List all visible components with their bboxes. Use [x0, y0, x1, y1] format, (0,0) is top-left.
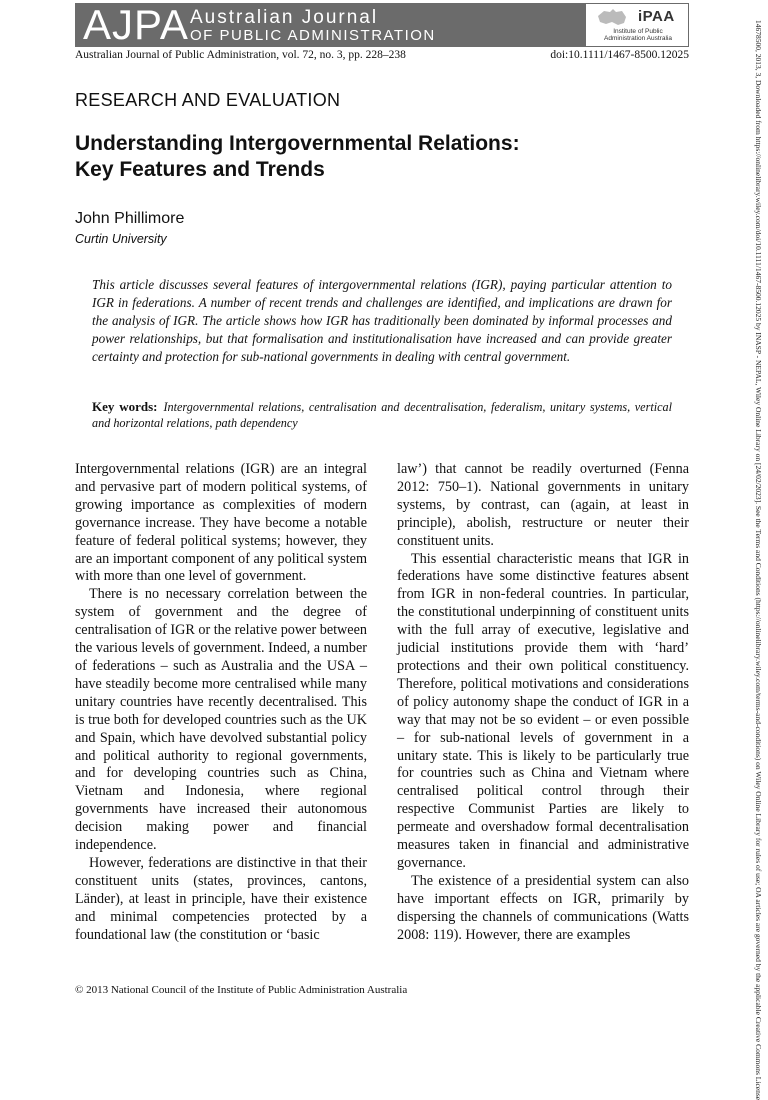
- journal-name: Australian Journal: [190, 7, 379, 28]
- paragraph: There is no necessary correlation between the system of government and the degree of centralisation of IGR or the relative power between the various levels of government. Indeed, a number of federations – such as Australia and the USA – have steadily become more centralised while many unitary countries have recently decentralised. This is true both for developed countries such as the UK and Spain, which have devolved substantial policy and political authority to regional governments, and for developing countries such as China, Vietnam and Indonesia, where regional governments have increased their autonomous decision making power and financial independence.: [75, 586, 367, 854]
- body-column-right: [397, 461, 689, 944]
- author-affiliation: Curtin University: [75, 232, 167, 246]
- title-line-2: Key Features and Trends: [75, 158, 325, 181]
- journal-banner: [75, 3, 689, 47]
- ipaa-logo: iPAA: [638, 8, 675, 25]
- ipaa-logo-box: [585, 3, 689, 47]
- article-title: [75, 131, 675, 183]
- author-name: John Phillimore: [75, 210, 185, 227]
- body-column-left: [75, 461, 367, 944]
- paragraph: Intergovernmental relations (IGR) are an integral and pervasive part of modern political systems, of growing importance as complexities of modern governance increase. They have become a notable feature of federal political systems; however, they are an important component of any political system with more than one level of government.: [75, 461, 367, 585]
- keywords: [92, 399, 672, 431]
- ipaa-name: Institute of Public Administration Australia: [604, 28, 672, 42]
- journal-subtitle: OF PUBLIC ADMINISTRATION: [190, 27, 436, 44]
- abstract: This article discusses several features of intergovernmental relations (IGR), paying particular attention to IGR in federations. A number of recent trends and challenges are identified, and implications are drawn for the analysis of IGR. The article shows how IGR has traditionally been dominated by informal processes and power relationships, but that formalisation and institutionalisation have increased and can provide greater certainty and protection for sub-national governments in dealing with central government.: [92, 277, 672, 364]
- keywords-label: Key words:: [92, 399, 158, 414]
- australia-map-icon: [594, 8, 630, 28]
- citation-reference: Australian Journal of Public Administration, vol. 72, no. 3, pp. 228–238: [75, 49, 406, 61]
- doi: doi:10.1111/1467-8500.12025: [550, 49, 689, 61]
- keywords-list: Intergovernmental relations, centralisation and decentralisation, federalism, unitary systems, vertical and horizontal relations, path dependency: [92, 400, 672, 430]
- paragraph: However, federations are distinctive in that their constituent units (states, provinces, cantons, Länder), at least in principle, have their existence and minimal competencies protected by a foundational law (the constitution or ‘basic: [75, 854, 367, 943]
- paragraph: The existence of a presidential system can also have important effects on IGR, primarily by dispersing the channels of communications (Watts 2008: 119). However, there are examples: [397, 872, 689, 943]
- copyright-footer: © 2013 National Council of the Institute of Public Administration Australia: [75, 984, 408, 996]
- paragraph: This essential characteristic means that IGR in federations have some distinctive features absent from IGR in non-federal countries. In particular, the constitutional underpinning of constituent units with the full array of executive, legislative and judicial institutions provide them with ‘hard’ protections and their own political constituency. Therefore, political motivations and considerations of policy autonomy shape the conduct of IGR in a way that may not be so evident – or even possible – for sub-national levels of government in a unitary state. This is likely to be particularly true for countries such as China and Vietnam where centralised political control through their respective Communist Parties are likely to permeate and overshadow formal decentralisation measures taken in financial and administrative governance.: [397, 550, 689, 871]
- section-heading: RESEARCH AND EVALUATION: [75, 90, 341, 110]
- title-line-1: Understanding Intergovernmental Relations:: [75, 132, 520, 155]
- journal-logo: AJPA: [83, 1, 189, 48]
- download-notice: 14678500, 2013, 3, Downloaded from https://onlinelibrary.wiley.com/doi/10.1111/1467-8500.12025 by INASP - NEPAL, Wiley Online Library on [24/02/2023]. See the Terms and Conditions (https://onlinelibrary.wiley.com/terms-and-conditions) on Wiley Online Library for rules of use; OA articles are governed by the applicable Creative Commons License: [754, 20, 763, 1100]
- download-side-note: [753, 20, 765, 1100]
- paragraph: law’) that cannot be readily overturned (Fenna 2012: 750–1). National governments in unitary systems, by contrast, can (again, at least in principle), abolish, restructure or neuter their constituent units.: [397, 461, 689, 549]
